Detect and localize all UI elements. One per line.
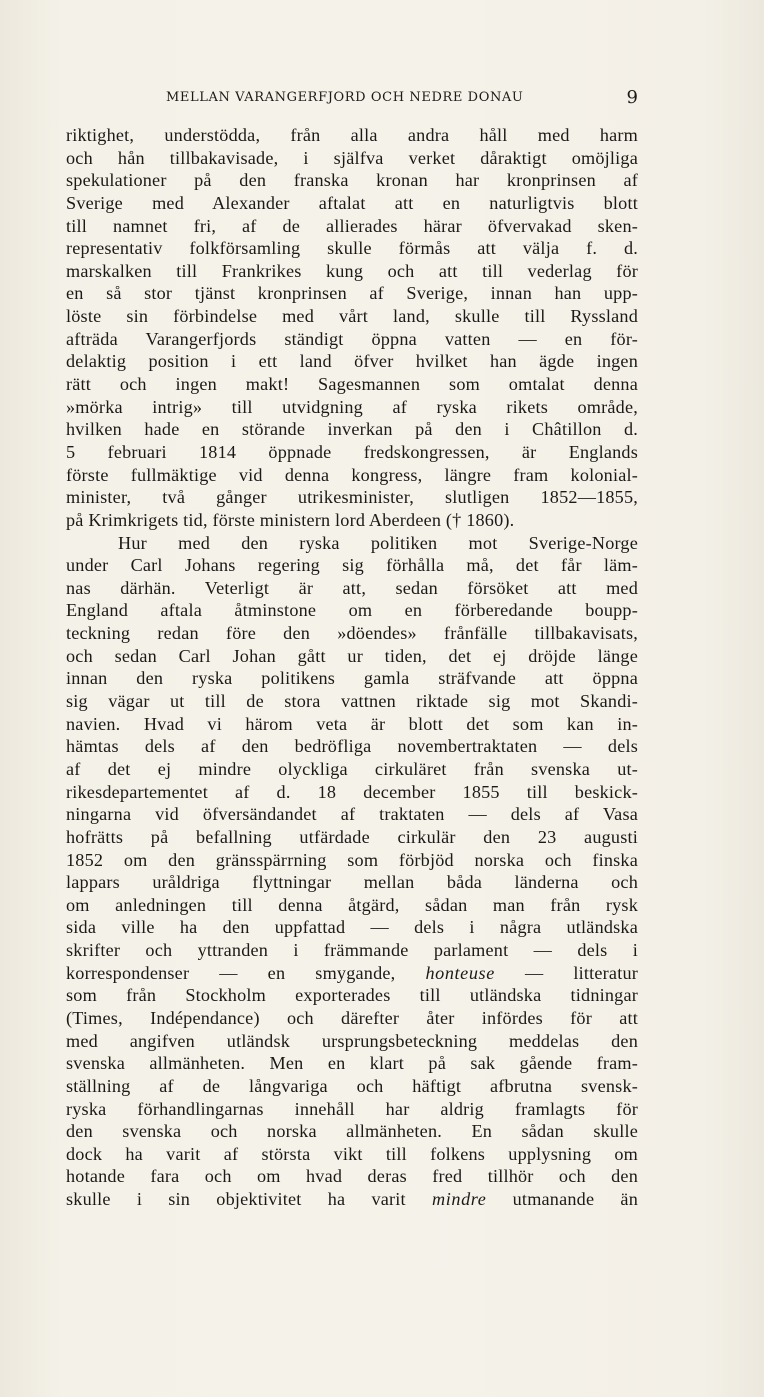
text-line: och hån tillbakavisade, i själfva verket dåraktigt omöjliga: [66, 147, 638, 168]
text-line: som från Stockholm exporterades till utländska tidningar: [66, 985, 638, 1006]
text-segment: utmanande än: [486, 1189, 638, 1210]
text-line: sida ville ha den uppfattad — dels i några utländska: [66, 917, 638, 938]
text-line: 5 februari 1814 öppnade fredskongressen, är Englands: [66, 441, 638, 462]
italic-word: honteuse: [425, 962, 495, 983]
text-line: delaktig position i ett land öfver hvilket han ägde ingen: [66, 351, 638, 372]
text-line: afträda Varangerfjords ständigt öppna vatten — en för-: [66, 328, 638, 349]
text-line: på Krimkrigets tid, förste ministern lord Aberdeen († 1860).: [66, 509, 515, 530]
text-line: den svenska och norska allmänheten. En sådan skulle: [66, 1121, 638, 1142]
text-line: innan den ryska politikens gamla sträfvande att öppna: [66, 668, 638, 689]
text-line: minister, två gånger utrikesminister, slutligen 1852—1855,: [66, 487, 638, 508]
text-line: hvilken hade en störande inverkan på den i Châtillon d.: [66, 419, 638, 440]
text-line: om anledningen till denna åtgärd, sådan man från rysk: [66, 894, 638, 915]
text-line: ningarna vid öfversändandet af traktaten — dels af Vasa: [66, 804, 638, 825]
running-title: MELLAN VARANGERFJORD OCH NEDRE DONAU: [166, 90, 524, 105]
text-line: marskalken till Frankrikes kung och att till vederlag för: [66, 260, 638, 281]
text-line: skrifter och yttranden i främmande parlament — dels i: [66, 940, 638, 961]
text-segment: — litteratur: [494, 962, 638, 983]
italic-word: mindre: [432, 1189, 487, 1210]
text-line: [66, 1188, 638, 1211]
text-line: med angifven utländsk ursprungsbeteckning meddelas den: [66, 1030, 638, 1051]
text-line: teckning redan före den »döendes» frånfälle tillbakavisats,: [66, 623, 638, 644]
text-line: hämtas dels af den bedröfliga novembertraktaten — dels: [66, 736, 638, 757]
text-line: [66, 962, 638, 985]
text-line: af det ej mindre olyckliga cirkuläret från svenska ut-: [66, 758, 638, 779]
text-line: löste sin förbindelse med vårt land, skulle till Ryssland: [66, 306, 638, 327]
text-line: Sverige med Alexander aftalat att en naturligtvis blott: [66, 192, 638, 213]
text-line: sig vägar ut till de stora vattnen riktade sig mot Skandi-: [66, 691, 638, 712]
text-line: ryska förhandlingarnas innehåll har aldrig framlagts för: [66, 1098, 638, 1119]
text-line: dock ha varit af största vikt till folkens upplysning om: [66, 1143, 638, 1164]
text-line: spekulationer på den franska kronan har kronprinsen af: [66, 170, 638, 191]
text-line: Hur med den ryska politiken mot Sverige-Norge: [118, 532, 638, 553]
text-line: förste fullmäktige vid denna kongress, längre fram kolonial-: [66, 464, 638, 485]
text-segment: skulle i sin objektivitet ha varit: [66, 1189, 432, 1210]
text-line: »mörka intrig» till utvidgning af ryska rikets område,: [66, 396, 638, 417]
text-line: under Carl Johans regering sig förhålla må, det får läm-: [66, 555, 638, 576]
page-number: 9: [626, 87, 638, 108]
text-line: hofrätts på befallning utfärdade cirkulär den 23 augusti: [66, 826, 638, 847]
body-text: [66, 124, 638, 1211]
text-line: lappars uråldriga flyttningar mellan båda länderna och: [66, 872, 638, 893]
text-line: (Times, Indépendance) och därefter åter infördes för att: [66, 1007, 638, 1028]
text-line: till namnet fri, af de allierades härar öfvervakad sken-: [66, 215, 638, 236]
text-line: en så stor tjänst kronprinsen af Sverige, innan han upp-: [66, 283, 638, 304]
text-line: England aftala åtminstone om en förberedande boupp-: [66, 600, 638, 621]
text-line: svenska allmänheten. Men en klart på sak gående fram-: [66, 1053, 638, 1074]
text-line: representativ folkförsamling skulle förmås att välja f. d.: [66, 238, 638, 259]
text-segment: korrespondenser — en smygande,: [66, 962, 426, 983]
text-line: hotande fara och om hvad deras fred tillhör och den: [66, 1166, 638, 1187]
text-line: och sedan Carl Johan gått ur tiden, det ej dröjde länge: [66, 645, 638, 666]
text-line: 1852 om den gränsspärrning som förbjöd norska och finska: [66, 849, 638, 870]
text-line: ställning af de långvariga och häftigt afbrutna svensk-: [66, 1075, 638, 1096]
text-line: rikesdepartementet af d. 18 december 1855 till beskick-: [66, 781, 638, 802]
running-head: [66, 87, 638, 110]
text-line: rätt och ingen makt! Sagesmannen som omtalat denna: [66, 374, 638, 395]
text-line: nas därhän. Veterligt är att, sedan försöket att med: [66, 577, 638, 598]
text-line: navien. Hvad vi härom veta är blott det som kan in-: [66, 713, 638, 734]
text-line: riktighet, understödda, från alla andra håll med harm: [66, 125, 638, 145]
